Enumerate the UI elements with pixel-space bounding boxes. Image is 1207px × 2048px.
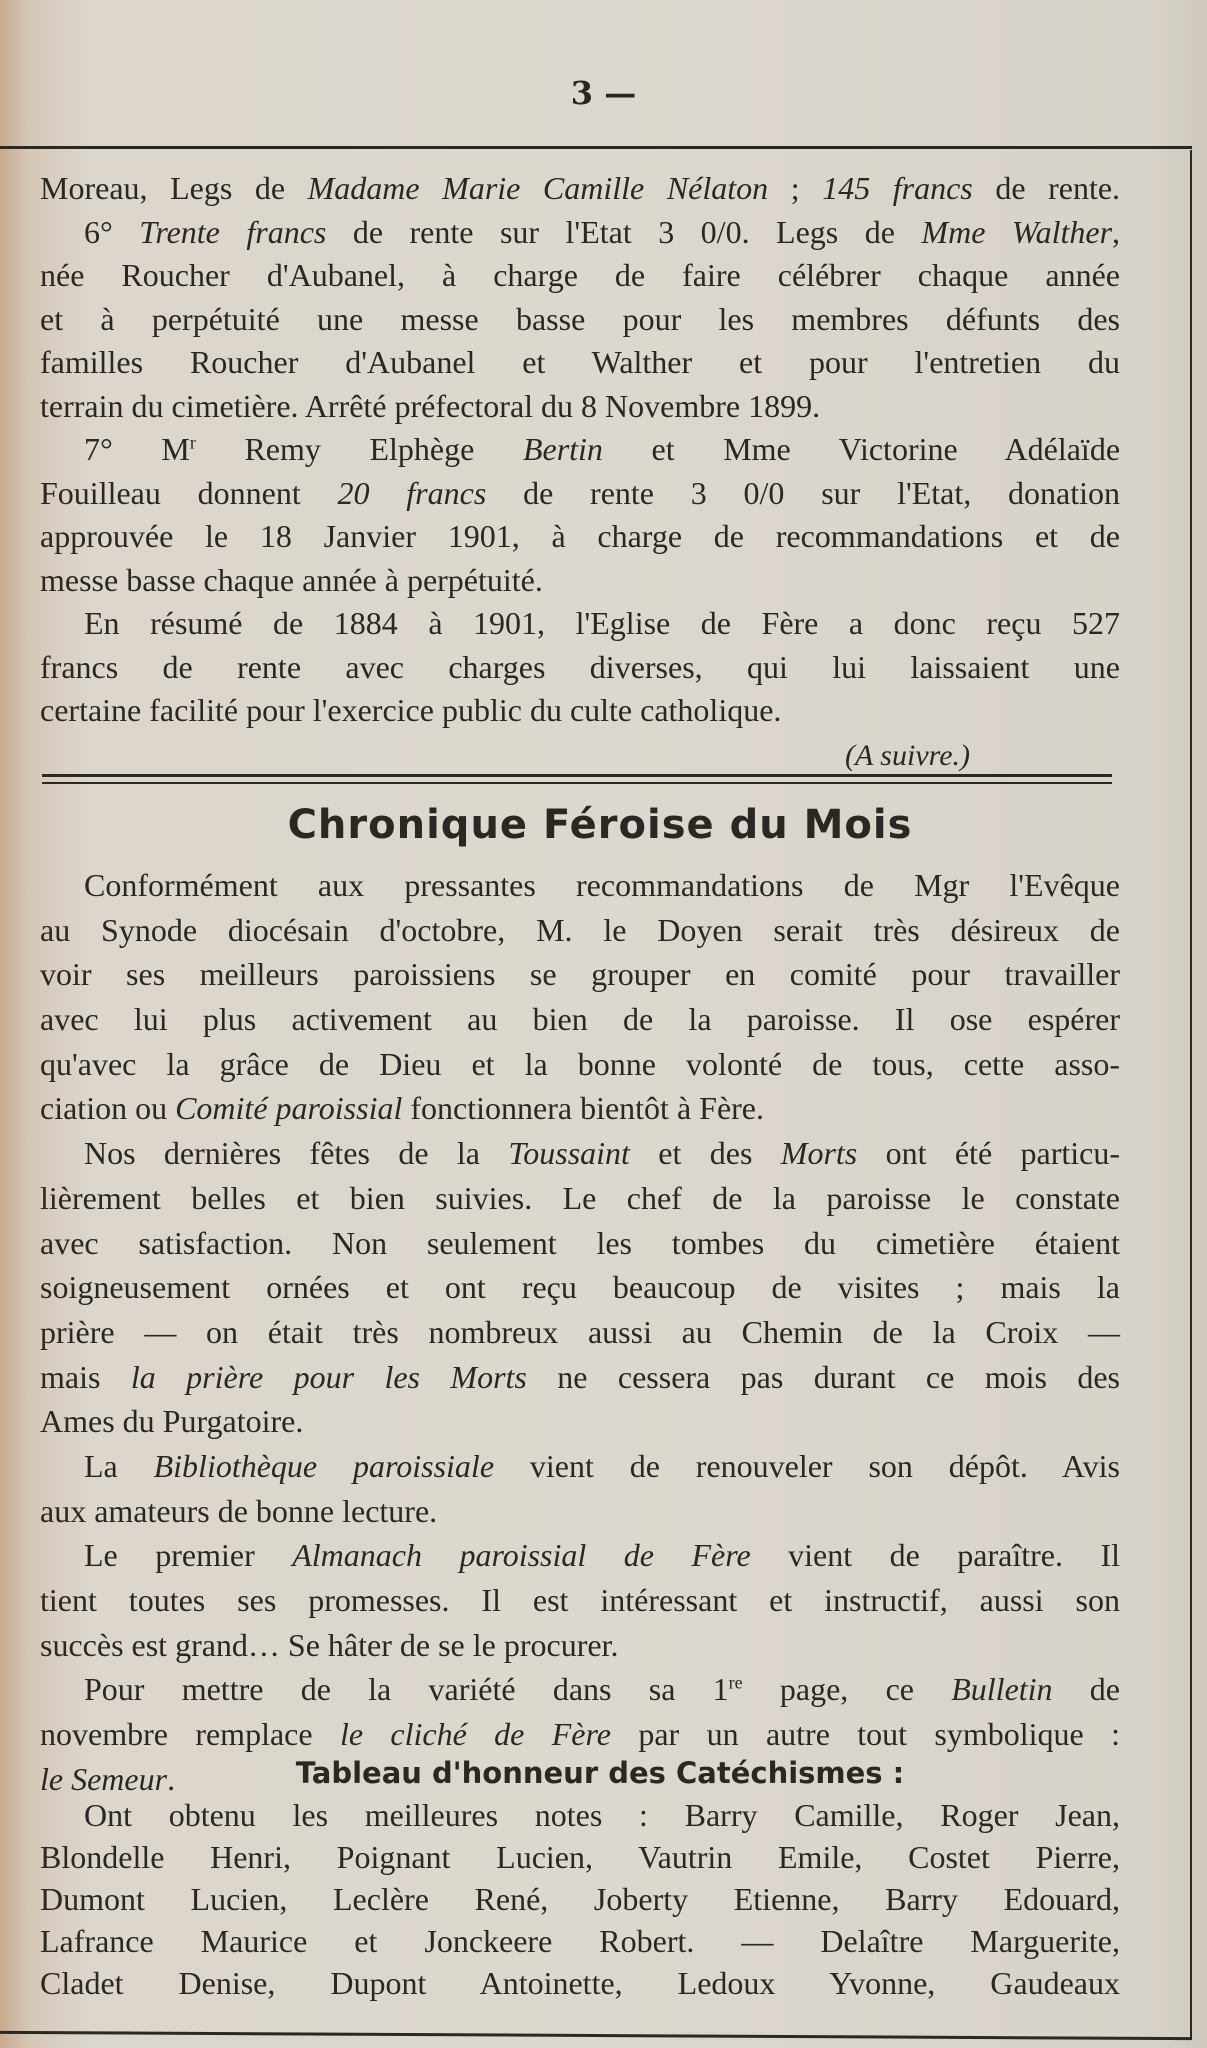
text-line: [40, 1623, 1120, 1668]
a-suivre: [40, 736, 1120, 776]
text-run: succès est grand… Se hâter de se le procurer.: [40, 1626, 619, 1663]
text-run: messe basse chaque année à perpétuité.: [40, 561, 543, 598]
text-line: [40, 1878, 1120, 1920]
text-run: La: [84, 1447, 154, 1484]
text-line: [40, 1176, 1120, 1221]
paragraph: [40, 863, 1120, 1131]
text-run: et Mme Victorine Adélaïde: [602, 431, 1121, 467]
text-line: [40, 1578, 1120, 1623]
text-line: [40, 1131, 1120, 1176]
text-run: ;: [768, 170, 823, 206]
text-run: Moreau, Legs de: [40, 170, 308, 206]
italic-text: Toussaint: [508, 1135, 630, 1172]
italic-text: Trente francs: [139, 213, 327, 250]
text-line: [40, 211, 1120, 255]
text-line: [40, 863, 1120, 908]
text-line: [40, 689, 1120, 733]
text-run: ,: [1112, 213, 1121, 250]
text-line: [40, 1962, 1120, 2004]
text-line: [40, 602, 1120, 646]
italic-text: Bertin: [522, 431, 603, 467]
text-run: terrain du cimetière. Arrêté préfectoral du 8 Novembre 1899.: [40, 387, 821, 424]
text-run: née Roucher d'Aubanel, à charge de faire célébrer chaque année: [40, 257, 1120, 293]
text-run: mais: [40, 1358, 131, 1395]
text-run: Conformément aux pressantes recommandations de Mgr l'Evêque: [84, 867, 1120, 903]
text-line: [40, 1533, 1120, 1578]
text-line: [40, 1794, 1120, 1836]
section-rule-lower: [42, 782, 1112, 784]
text-run: novembre remplace: [40, 1716, 340, 1753]
text-run: ont été particu-: [857, 1135, 1121, 1172]
text-run: et des: [629, 1135, 781, 1172]
paragraph: [40, 1131, 1120, 1444]
text-run: .: [167, 1760, 176, 1797]
paragraph: [40, 167, 1120, 211]
text-line: [40, 1667, 1120, 1712]
paragraph: [40, 211, 1120, 429]
bottom-rule: [0, 2031, 1190, 2040]
text-run: Dumont Lucien, Leclère René, Joberty Etienne, Barry Edouard,: [40, 1881, 1120, 1917]
text-line: [40, 254, 1120, 298]
text-run: fonctionnera bientôt à Fère.: [402, 1090, 764, 1127]
superscript: r: [189, 432, 196, 453]
text-run: qu'avec la grâce de Dieu et la bonne volonté de tous, cette asso-: [40, 1045, 1120, 1082]
italic-text: 20 francs: [337, 474, 487, 511]
text-run: certaine facilité pour l'exercice public du culte catholique.: [40, 692, 782, 728]
text-run: Fouilleau donnent: [40, 474, 338, 511]
text-run: lièrement belles et bien suivies. Le chef de la paroisse le constate: [40, 1179, 1120, 1216]
paragraph: [40, 428, 1120, 602]
italic-text: Bibliothèque paroissiale: [153, 1447, 495, 1484]
italic-text: Bulletin: [951, 1671, 1053, 1708]
text-run: de rente 3 0/0 sur l'Etat, donation: [486, 474, 1121, 511]
text-line: [40, 515, 1120, 559]
text-run: aux amateurs de bonne lecture.: [40, 1492, 438, 1529]
text-line: [40, 1920, 1120, 1962]
text-line: [40, 1221, 1120, 1266]
text-run: Lafrance Maurice et Jonckeere Robert. — Delaître Marguerite,: [40, 1923, 1120, 1959]
text-run: Blondelle Henri, Poignant Lucien, Vautrin Emile, Costet Pierre,: [40, 1839, 1120, 1875]
text-line: [40, 1265, 1120, 1310]
legacy-section: [40, 167, 1120, 733]
italic-text: Comité paroissial: [175, 1090, 403, 1127]
text-line: [40, 428, 1120, 472]
text-run: de rente.: [972, 170, 1121, 206]
text-run: de rente sur l'Etat 3 0/0. Legs de: [326, 213, 922, 250]
paragraph: [40, 1794, 1120, 2004]
text-run: Remy Elphège: [195, 431, 523, 467]
page-number: 3 —: [570, 74, 637, 112]
italic-text: Mme Walther: [921, 213, 1113, 250]
section-rule-upper: [42, 774, 1112, 777]
continued-note: (A suivre.): [845, 739, 970, 772]
honor-roll-section: [40, 1794, 1120, 2004]
text-line: [40, 1399, 1120, 1444]
text-run: vient de paraître. Il: [750, 1537, 1121, 1574]
text-line: [40, 559, 1120, 603]
text-line: [40, 952, 1120, 997]
text-run: et à perpétuité une messe basse pour les membres défunts des: [40, 300, 1120, 337]
text-line: [40, 472, 1120, 516]
text-run: vient de renouveler son dépôt. Avis: [494, 1447, 1121, 1484]
text-line: [40, 1042, 1120, 1087]
italic-text: Madame Marie Camille Nélaton: [307, 170, 769, 206]
superscript: re: [728, 1672, 743, 1693]
right-margin-rule: [1190, 150, 1192, 2040]
text-run: avec satisfaction. Non seulement les tombes du cimetière étaient: [40, 1224, 1120, 1261]
italic-text: 145 francs: [822, 170, 973, 206]
text-line: [40, 1310, 1120, 1355]
text-run: ciation ou: [40, 1090, 176, 1127]
text-line: [40, 1086, 1120, 1131]
italic-text: Almanach paroissial de Fère: [292, 1537, 751, 1574]
text-run: ne cessera pas durant ce mois des: [526, 1358, 1121, 1395]
text-line: [40, 385, 1120, 429]
text-line: [40, 1355, 1120, 1400]
text-line: [40, 1444, 1120, 1489]
honor-roll-heading: Tableau d'honneur des Catéchismes :: [295, 1756, 905, 1790]
italic-text: le cliché de Fère: [339, 1716, 611, 1753]
text-run: tient toutes ses promesses. Il est intéressant et instructif, aussi son: [40, 1582, 1120, 1618]
text-line: [40, 1836, 1120, 1878]
text-run: de: [1052, 1671, 1121, 1708]
text-run: 6°: [84, 213, 140, 250]
text-run: Pour mettre de la variété dans sa 1: [84, 1671, 729, 1708]
text-run: Ont obtenu les meilleures notes : Barry Camille, Roger Jean,: [84, 1797, 1120, 1833]
text-run: En résumé de 1884 à 1901, l'Eglise de Fère a donc reçu 527: [84, 605, 1120, 641]
text-run: Le premier: [84, 1537, 293, 1574]
text-run: prière — on était très nombreux aussi au Chemin de la Croix —: [40, 1313, 1120, 1350]
text-run: 7° M: [84, 431, 190, 467]
text-line: [40, 1489, 1120, 1534]
text-run: Nos dernières fêtes de la: [84, 1135, 509, 1172]
text-line: [40, 646, 1120, 690]
text-line: [40, 997, 1120, 1042]
text-run: familles Roucher d'Aubanel et Walther et pour l'entretien du: [40, 344, 1120, 380]
text-run: soigneusement ornées et ont reçu beaucoup de visites ; mais la: [40, 1269, 1120, 1306]
paragraph: [40, 602, 1120, 733]
top-rule: [0, 146, 1192, 149]
text-line: [40, 298, 1120, 342]
text-run: approuvée le 18 Janvier 1901, à charge de recommandations et de: [40, 518, 1120, 554]
text-run: Ames du Purgatoire.: [40, 1403, 304, 1440]
text-run: par un autre tout symbolique :: [610, 1716, 1121, 1753]
text-line: [40, 908, 1120, 953]
paragraph: [40, 1444, 1120, 1533]
text-run: francs de rente avec charges diverses, qui lui laissaient une: [40, 648, 1120, 685]
section-title: Chronique Féroise du Mois: [287, 802, 913, 848]
italic-text: Morts: [780, 1135, 858, 1172]
text-run: avec lui plus activement au bien de la paroisse. Il ose espérer: [40, 1001, 1120, 1038]
chronicle-section: [40, 863, 1120, 1801]
paragraph: [40, 1533, 1120, 1667]
italic-text: le Semeur: [40, 1760, 168, 1797]
text-line: [40, 1712, 1120, 1757]
italic-text: la prière pour les Morts: [130, 1358, 527, 1395]
text-run: page, ce: [742, 1671, 952, 1708]
text-line: [40, 341, 1120, 385]
text-run: voir ses meilleurs paroissiens se grouper en comité pour travailler: [40, 956, 1120, 993]
text-line: [40, 167, 1120, 211]
paragraph: [40, 1667, 1120, 1801]
text-run: Cladet Denise, Dupont Antoinette, Ledoux Yvonne, Gaudeaux: [40, 1965, 1120, 2001]
text-run: au Synode diocésain d'octobre, M. le Doyen serait très désireux de: [40, 911, 1120, 948]
